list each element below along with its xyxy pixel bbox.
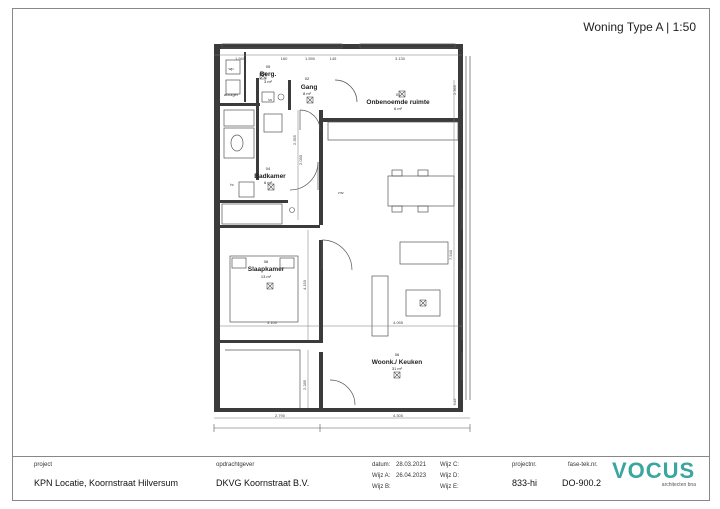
dim-top-4: 145 — [329, 56, 337, 61]
label-wp: wp — [228, 66, 234, 71]
wijze-label: Wijz E: — [440, 484, 459, 490]
dim-woon-width: 4.055 — [392, 320, 404, 325]
room-name-slaapkamer: Slaapkamer — [247, 266, 285, 273]
label-afzuig: afzuiger — [223, 92, 239, 97]
room-area-slaapkamer: 13 m² — [260, 274, 272, 279]
room-name-gang: Gang — [300, 84, 318, 91]
fase-label: fase-tek.nr. — [568, 462, 598, 468]
vocus-logo — [612, 460, 702, 500]
doors — [225, 80, 357, 408]
room-name-badkamer: Badkamer — [254, 173, 286, 180]
dim-top-3: 1.590 — [304, 56, 316, 61]
room-area-woonkeuken: 31 m² — [391, 366, 403, 371]
room-num-badkamer: 04 — [265, 166, 271, 171]
dim-mid-h: 4.150 — [302, 279, 307, 291]
logo-wordmark: VOCUS — [612, 458, 696, 483]
room-num-berg: 05 — [265, 64, 271, 69]
room-num-woonkeuken: 06 — [394, 352, 400, 357]
fase-value: DO-900.2 — [562, 478, 602, 488]
wijza-value: 26.04.2023 — [396, 473, 427, 479]
drawing-title: Woning Type A | 1:50 — [583, 20, 696, 34]
wijzb-label: Wijz B: — [372, 484, 391, 490]
projectnr-value: 833-hi — [512, 478, 538, 488]
room-num-slaapkamer: 06 — [263, 259, 269, 264]
room-num-gang: 02 — [304, 76, 310, 81]
room-name-woonkeuken: Woonk./ Keuken — [371, 359, 423, 366]
datum-value: 28.03.2021 — [396, 462, 427, 468]
room-name-onbenoemde: Onbenoemde ruimte — [366, 99, 430, 106]
room-area-berg: 3 m² — [264, 79, 272, 84]
room-num-onbenoemde: 01 — [395, 92, 401, 97]
label-mv: mv — [338, 190, 344, 195]
room-area-onbenoemde: 6 m² — [394, 106, 402, 111]
dim-bottom-2: 4.305 — [392, 413, 404, 418]
dim-right-bot: 640 — [452, 398, 457, 406]
logo-subtitle: architecten bna — [661, 482, 696, 488]
wijzc-label: Wijz C: — [440, 462, 459, 468]
dimension-labels — [235, 56, 457, 418]
wijza-label: Wijz A: — [372, 473, 391, 479]
project-label: project — [34, 462, 53, 468]
dimension-lines — [214, 55, 470, 418]
datum-label: datum: — [372, 462, 391, 468]
dim-gang-h: 2.030 — [298, 154, 303, 166]
room-name-berg: Berg. — [259, 71, 277, 78]
dim-top-1: 1.940 — [234, 56, 246, 61]
label-ta: ta — [268, 97, 272, 102]
dim-bottom-1: 2.790 — [274, 413, 286, 418]
label-hr: hr — [230, 182, 234, 187]
dim-right-h: 7.540 — [448, 249, 453, 261]
dim-right-top: 2.365 — [452, 84, 457, 96]
dim-top-5: 3.130 — [394, 56, 406, 61]
client-label: opdrachtgever — [216, 462, 255, 468]
project-value: KPN Locatie, Koornstraat Hilversum — [34, 478, 179, 488]
room-area-badkamer: 6 m² — [264, 180, 272, 185]
dim-slaap-width: 3.100 — [266, 320, 278, 325]
client-value: DKVG Koornstraat B.V. — [216, 478, 310, 488]
scale-ruler — [214, 424, 470, 432]
room-area-gang: 8 m² — [303, 91, 311, 96]
projectnr-label: projectnr. — [512, 462, 537, 468]
wijzd-label: Wijz D: — [440, 473, 459, 479]
dim-bal-h: 2.285 — [302, 379, 307, 391]
dim-top-2: 160 — [280, 56, 288, 61]
dim-left-h: 2.355 — [292, 134, 297, 146]
